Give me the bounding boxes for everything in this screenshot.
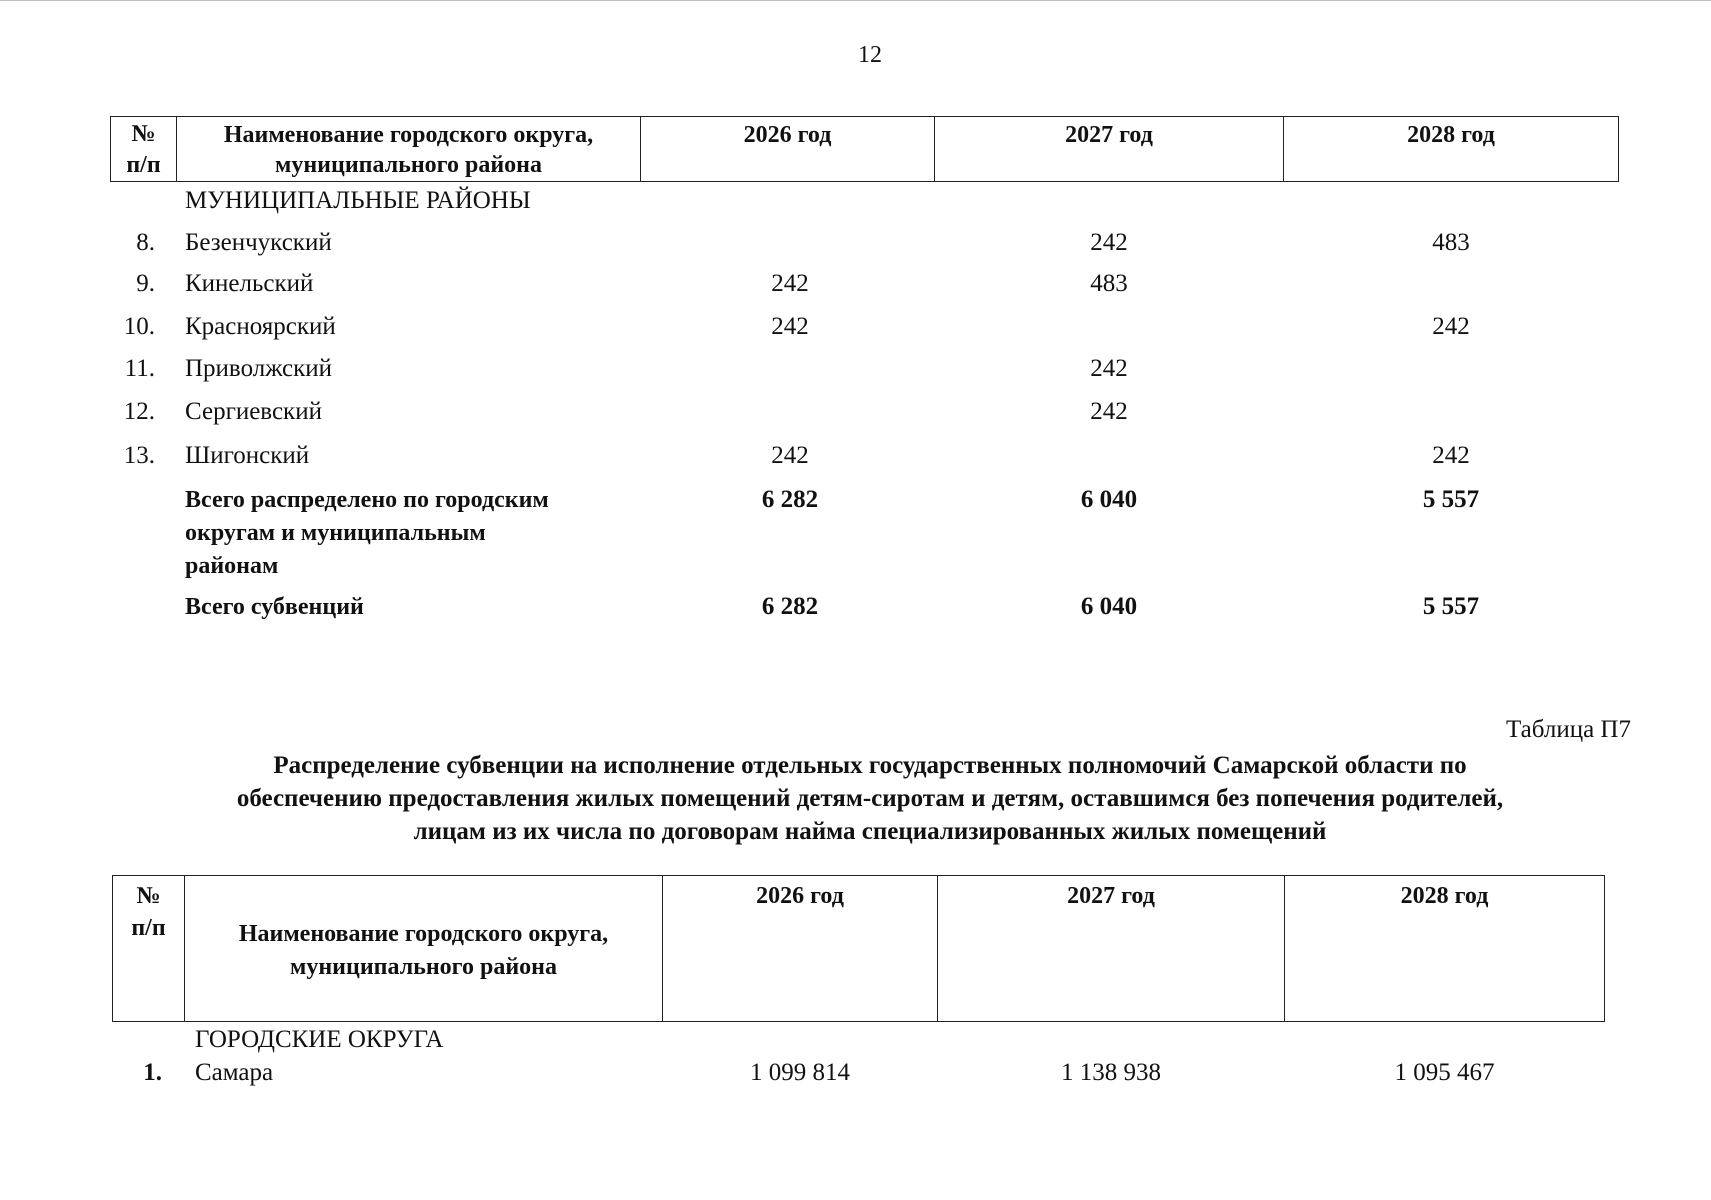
table2-title	[60, 749, 1680, 848]
row-name: Шигонский	[185, 442, 310, 469]
row-num: 11.	[124, 355, 155, 382]
row-name: Самара	[195, 1059, 274, 1086]
table2-title-line2: обеспечению предоставления жилых помещений детям-сиротам и детям, оставшимся без попечения родителей,	[236, 785, 1504, 812]
row-name: Приволжский	[185, 355, 333, 382]
row-2027: 1 138 938	[1061, 1059, 1161, 1086]
row-2027: 242	[1090, 398, 1128, 425]
row-name: Кинельский	[185, 270, 314, 297]
row-2027: 483	[1090, 270, 1128, 297]
table2-title-line1: Распределение субвенции на исполнение отдельных государственных полномочий Самарской области по	[273, 752, 1467, 779]
row-num: 1.	[143, 1059, 162, 1086]
row-num: 12.	[123, 398, 155, 425]
table2-header-name-line1: Наименование городского округа,	[238, 921, 609, 947]
table2-header-name-line2: муниципального района	[290, 954, 557, 980]
total-distributed-2026: 6 282	[761, 486, 819, 513]
row-2028: 1 095 467	[1394, 1059, 1495, 1086]
row-2027: 242	[1090, 355, 1128, 382]
row-name: Сергиевский	[185, 398, 322, 425]
table2-header-2027: 2027 год	[937, 875, 1285, 1022]
table1-header-name-line2: муниципального района	[275, 152, 542, 178]
table1-header-2026: 2026 год	[640, 116, 935, 182]
row-name: Безенчукский	[185, 229, 332, 256]
row-num: 10.	[123, 313, 155, 340]
total-distributed-label	[185, 484, 549, 583]
table2-caption: Таблица П7	[1506, 716, 1631, 743]
total-distributed-line1: Всего распределено по городским	[185, 487, 549, 513]
total-subventions-2026: 6 282	[761, 593, 819, 620]
table1-header-name-line1: Наименование городского округа,	[223, 122, 594, 148]
table1-header-2028: 2028 год	[1283, 116, 1619, 182]
row-num: 8.	[136, 229, 155, 256]
table2-header-2028: 2028 год	[1284, 875, 1605, 1022]
total-distributed-2028: 5 557	[1422, 486, 1480, 513]
table1-header-num	[110, 116, 177, 182]
row-num: 9.	[136, 270, 155, 297]
row-2027: 242	[1090, 229, 1128, 256]
table2-header-num-line2: п/п	[131, 915, 166, 941]
table1-section-label: МУНИЦИПАЛЬНЫЕ РАЙОНЫ	[185, 187, 531, 214]
row-2028: 242	[1432, 313, 1470, 340]
table2-title-line3: лицам из их числа по договорам найма специализированных жилых помещений	[413, 818, 1327, 845]
row-2028: 242	[1432, 442, 1470, 469]
table2-header-name	[184, 875, 663, 1022]
total-distributed-line3: районам	[185, 553, 279, 579]
total-distributed-line2: округам и муниципальным	[185, 520, 486, 546]
total-subventions-2027: 6 040	[1080, 593, 1138, 620]
total-distributed-2027: 6 040	[1080, 486, 1138, 513]
table1-header-2027: 2027 год	[934, 116, 1284, 182]
row-num: 13.	[123, 442, 155, 469]
table2-header-num	[112, 875, 185, 1022]
row-2026: 1 099 814	[750, 1059, 850, 1086]
row-2028: 483	[1432, 229, 1470, 256]
page-number: 12	[858, 42, 882, 68]
total-subventions-label: Всего субвенций	[185, 594, 364, 620]
scan-edge-line	[0, 0, 1711, 1]
row-2026: 242	[771, 442, 809, 469]
table2-header-num-line1: №	[136, 883, 161, 909]
row-2026: 242	[771, 313, 809, 340]
row-name: Красноярский	[185, 313, 336, 340]
row-2026: 242	[771, 270, 809, 297]
table1-header-num-text: № п/п	[126, 121, 161, 178]
total-subventions-2028: 5 557	[1422, 593, 1480, 620]
table1-header-name	[176, 116, 641, 182]
table2-header-2026: 2026 год	[662, 875, 938, 1022]
table2-section-label: ГОРОДСКИЕ ОКРУГА	[195, 1026, 444, 1053]
